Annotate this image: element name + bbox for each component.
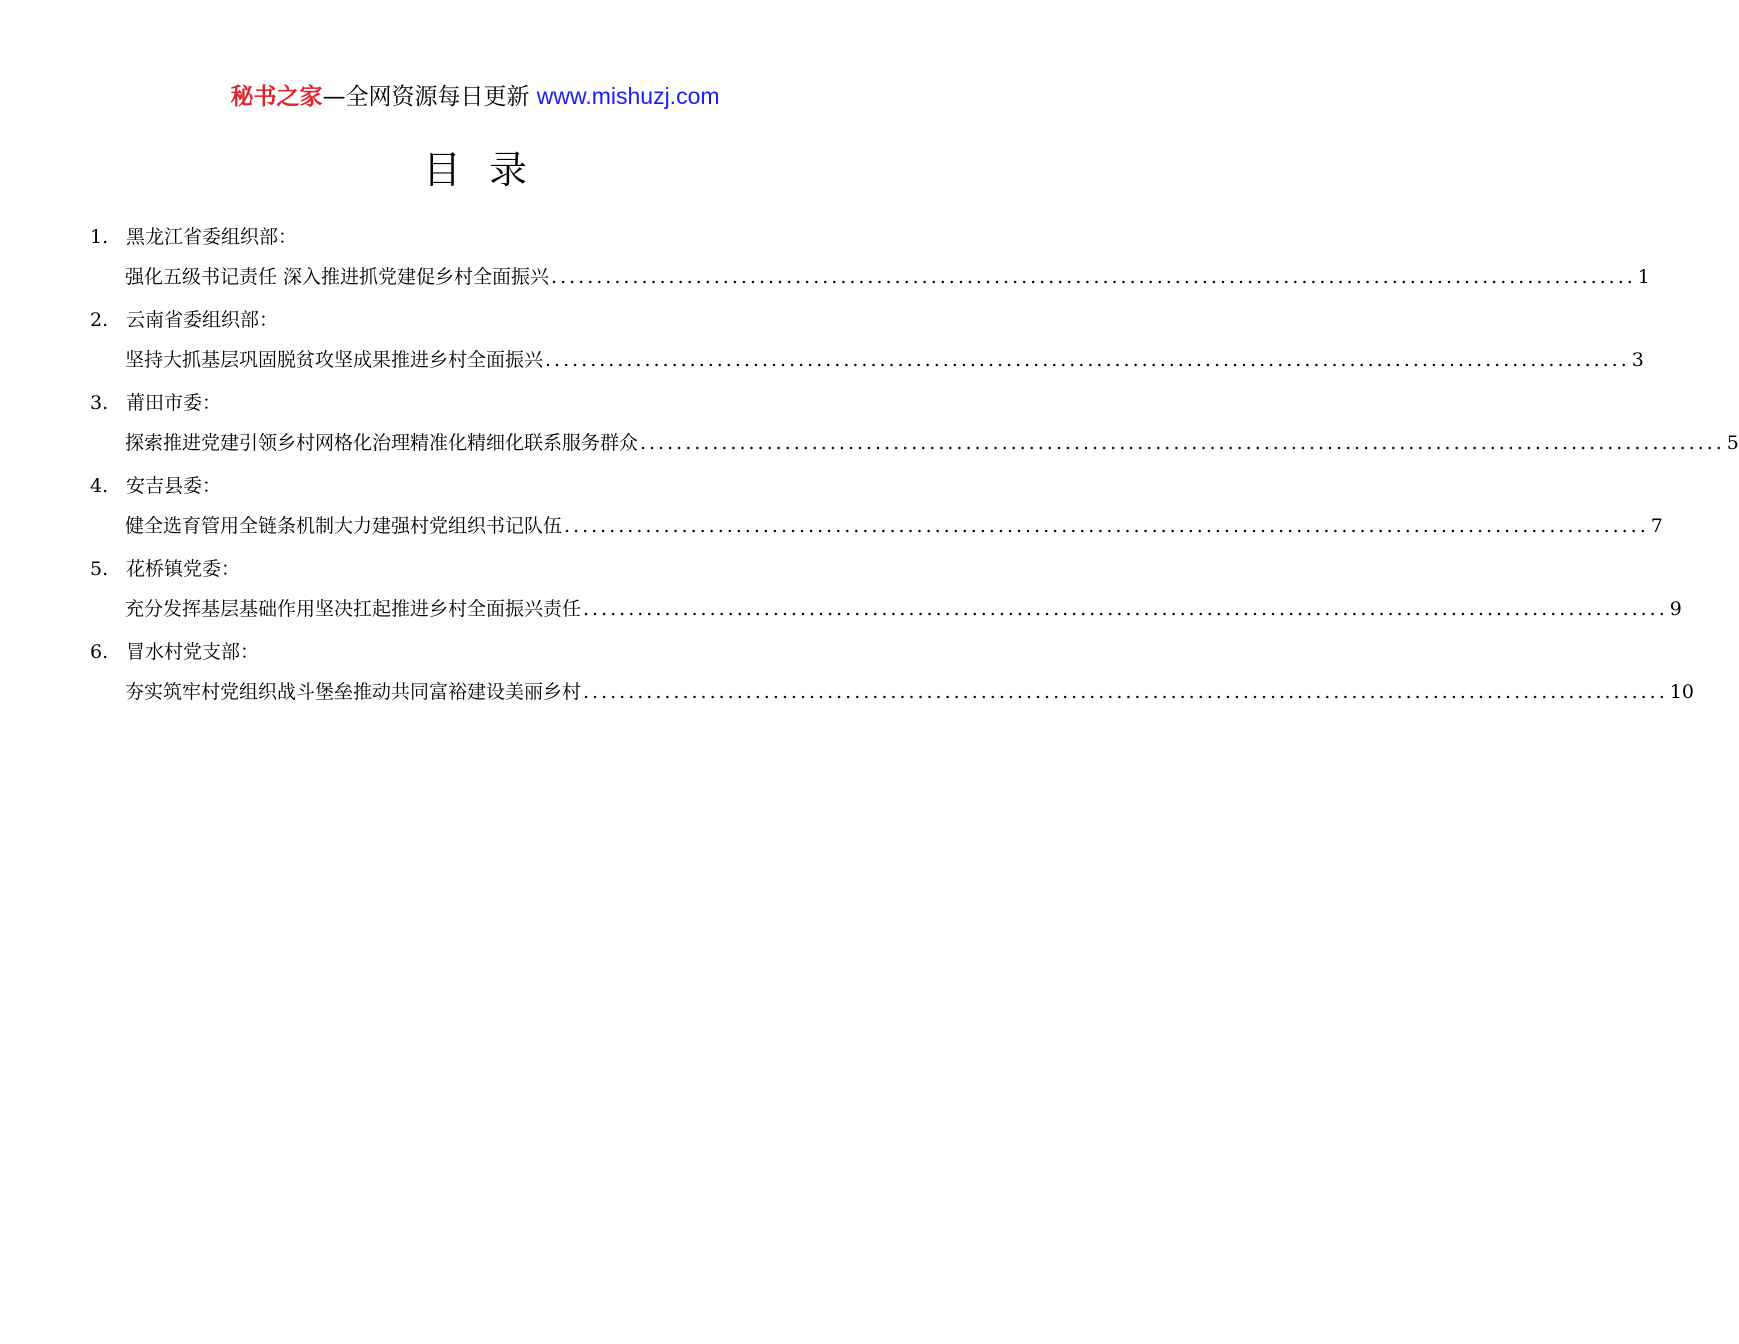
toc-org-row [90, 218, 297, 256]
toc-org-row [90, 301, 278, 339]
toc-org-name: 云南省委组织部： [126, 309, 279, 331]
toc-org-name: 莆田市委： [126, 392, 222, 414]
toc-entry[interactable] [125, 590, 1682, 628]
toc-entry[interactable] [125, 424, 1739, 462]
toc-item-number: 6. [90, 641, 109, 663]
toc-title: 目录 [422, 148, 555, 192]
toc-org-row [90, 550, 240, 588]
dot-leader: ........................................................................................................................ [551, 266, 1636, 288]
toc-entry-title: 强化五级书记责任 深入推进抓党建促乡村全面振兴 [125, 266, 550, 288]
toc-entry-title: 夯实筑牢村党组织战斗堡垒推动共同富裕建设美丽乡村 [125, 681, 582, 703]
toc-org-name: 黑龙江省委组织部： [126, 226, 298, 248]
toc-page-number: 9 [1669, 598, 1682, 620]
toc-item-number: 2. [90, 309, 109, 331]
toc-org-name: 花桥镇党委： [126, 558, 241, 580]
toc-entry[interactable] [125, 507, 1663, 545]
header-tagline: —全网资源每日更新 [322, 84, 530, 110]
toc-entry-title: 健全选育管用全链条机制大力建强村党组织书记队伍 [125, 515, 563, 537]
dot-leader: ........................................................................................................................ [545, 349, 1630, 371]
toc-org-row [90, 384, 221, 422]
dot-leader: ........................................................................................................................ [640, 432, 1725, 454]
page-header [0, 80, 950, 113]
toc-entry-title: 探索推进党建引领乡村网格化治理精准化精细化联系服务群众 [125, 432, 639, 454]
toc-page-number: 1 [1637, 266, 1650, 288]
site-url-link[interactable]: www.mishuzj.com [536, 83, 720, 109]
dot-leader: ........................................................................................................................ [583, 681, 1668, 703]
toc-page-number: 7 [1650, 515, 1663, 537]
toc-item-number: 3. [90, 392, 109, 414]
toc-item-number: 5. [90, 558, 109, 580]
toc-item-number: 4. [90, 475, 109, 497]
toc-org-name: 冒水村党支部： [126, 641, 260, 663]
toc-page-number: 3 [1631, 349, 1644, 371]
dot-leader: ........................................................................................................................ [583, 598, 1668, 620]
toc-entry[interactable] [125, 341, 1644, 379]
toc-org-row [90, 633, 259, 671]
toc-page-number: 10 [1669, 681, 1694, 703]
toc-entry-title: 坚持大抓基层巩固脱贫攻坚成果推进乡村全面振兴 [125, 349, 544, 371]
toc-page-number: 5 [1726, 432, 1739, 454]
toc-item-number: 1. [90, 226, 109, 248]
toc-entry[interactable] [125, 673, 1694, 711]
toc-org-row [90, 467, 221, 505]
dot-leader: ........................................................................................................................ [564, 515, 1649, 537]
toc-entry-title: 充分发挥基层基础作用坚决扛起推进乡村全面振兴责任 [125, 598, 582, 620]
toc-entry[interactable] [125, 258, 1650, 296]
brand-name: 秘书之家 [230, 84, 323, 110]
toc-org-name: 安吉县委： [126, 475, 222, 497]
